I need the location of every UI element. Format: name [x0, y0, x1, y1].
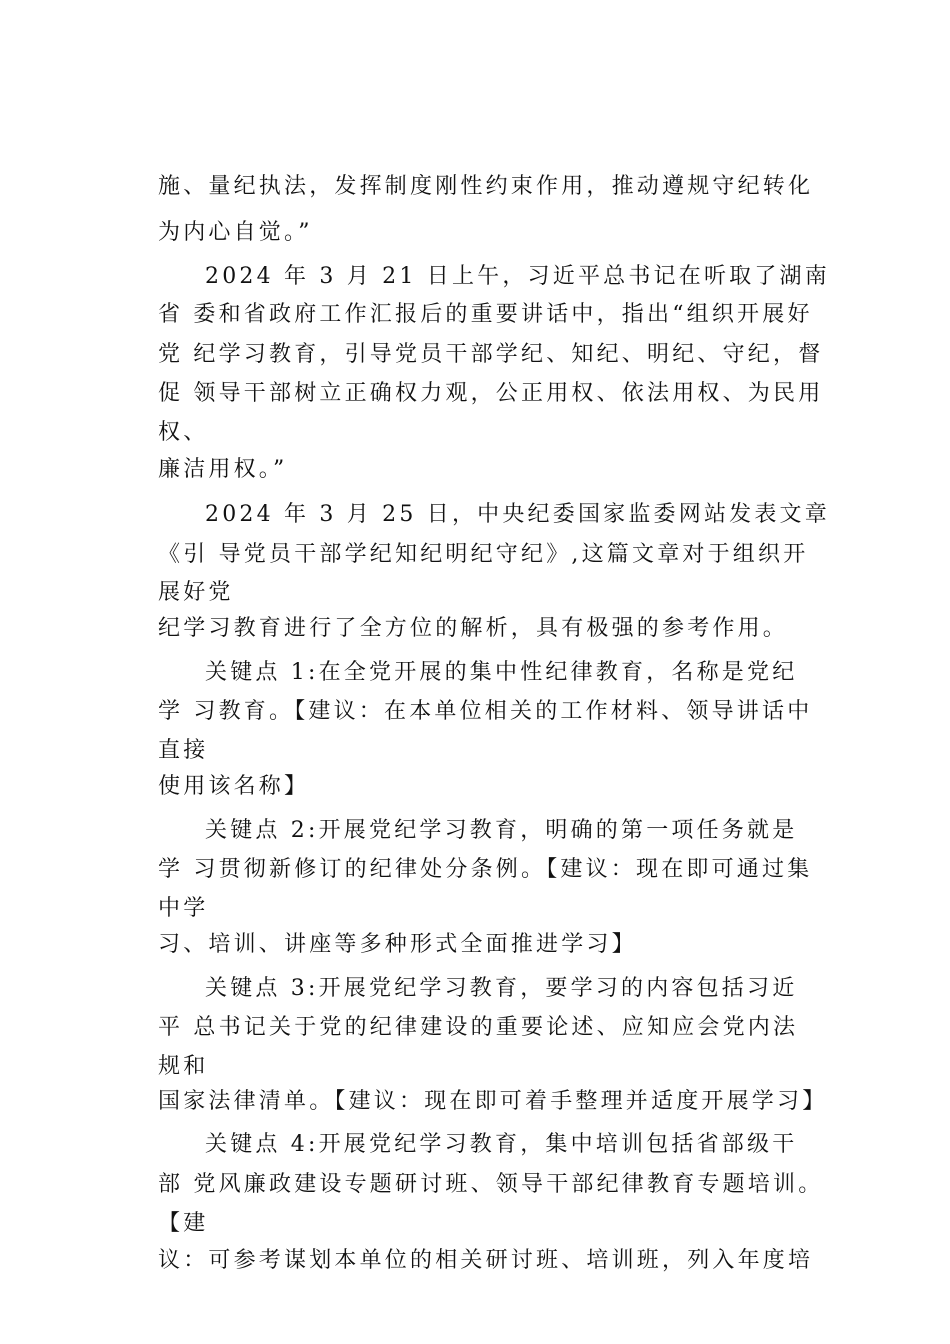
text-line: 党 纪学习教育，引导党员干部学纪、知纪、明纪、守纪，督 — [158, 342, 824, 367]
text-line: 省 委和省政府工作汇报后的重要讲话中，指出“组织开展好 — [158, 302, 813, 327]
text-line: 直接 — [158, 738, 209, 763]
paragraph-start-line: 2024 年 3 月 25 日，中央纪委国家监委网站发表文章 — [205, 502, 830, 527]
text-line: 为内心自觉。” — [158, 220, 313, 245]
text-line: 《引 导党员干部学纪知纪明纪守纪》,这篇文章对于组织开 — [158, 542, 809, 567]
text-line: 权、 — [158, 420, 209, 445]
text-line: 使用该名称】 — [158, 774, 310, 799]
text-line: 习、培训、讲座等多种形式全面推进学习】 — [158, 932, 637, 957]
key-point-1-line: 关键点 1:在全党开展的集中性纪律教育，名称是党纪 — [205, 660, 798, 685]
text-line: 议：可参考谋划本单位的相关研讨班、培训班，列入年度培 — [158, 1248, 814, 1273]
text-line: 学 习教育。【建议：在本单位相关的工作材料、领导讲话中 — [158, 699, 813, 724]
paragraph-start-line: 2024 年 3 月 21 日上午，习近平总书记在听取了湖南 — [205, 264, 830, 289]
text-line: 施、量纪执法，发挥制度刚性约束作用，推动遵规守纪转化 — [158, 174, 814, 199]
text-line: 学 习贯彻新修订的纪律处分条例。【建议：现在即可通过集 — [158, 857, 813, 882]
text-line: 规和 — [158, 1054, 209, 1079]
text-line: 纪学习教育进行了全方位的解析，具有极强的参考作用。 — [158, 616, 789, 641]
text-line: 国家法律清单。【建议：现在即可着手整理并适度开展学习】 — [158, 1089, 828, 1114]
key-point-2-line: 关键点 2:开展党纪学习教育，明确的第一项任务就是 — [205, 818, 798, 843]
text-line: 【建 — [158, 1211, 209, 1236]
key-point-4-line: 关键点 4:开展党纪学习教育，集中培训包括省部级干 — [205, 1132, 798, 1157]
text-line: 部 党风廉政建设专题研讨班、领导干部纪律教育专题培训。 — [158, 1172, 824, 1197]
text-line: 促 领导干部树立正确权力观，公正用权、依法用权、为民用 — [158, 381, 824, 406]
key-point-3-line: 关键点 3:开展党纪学习教育，要学习的内容包括习近 — [205, 976, 798, 1001]
text-line: 展好党 — [158, 580, 234, 605]
text-line: 中学 — [158, 896, 209, 921]
text-line: 廉洁用权。” — [158, 457, 288, 482]
text-line: 平 总书记关于党的纪律建设的重要论述、应知应会党内法 — [158, 1015, 799, 1040]
